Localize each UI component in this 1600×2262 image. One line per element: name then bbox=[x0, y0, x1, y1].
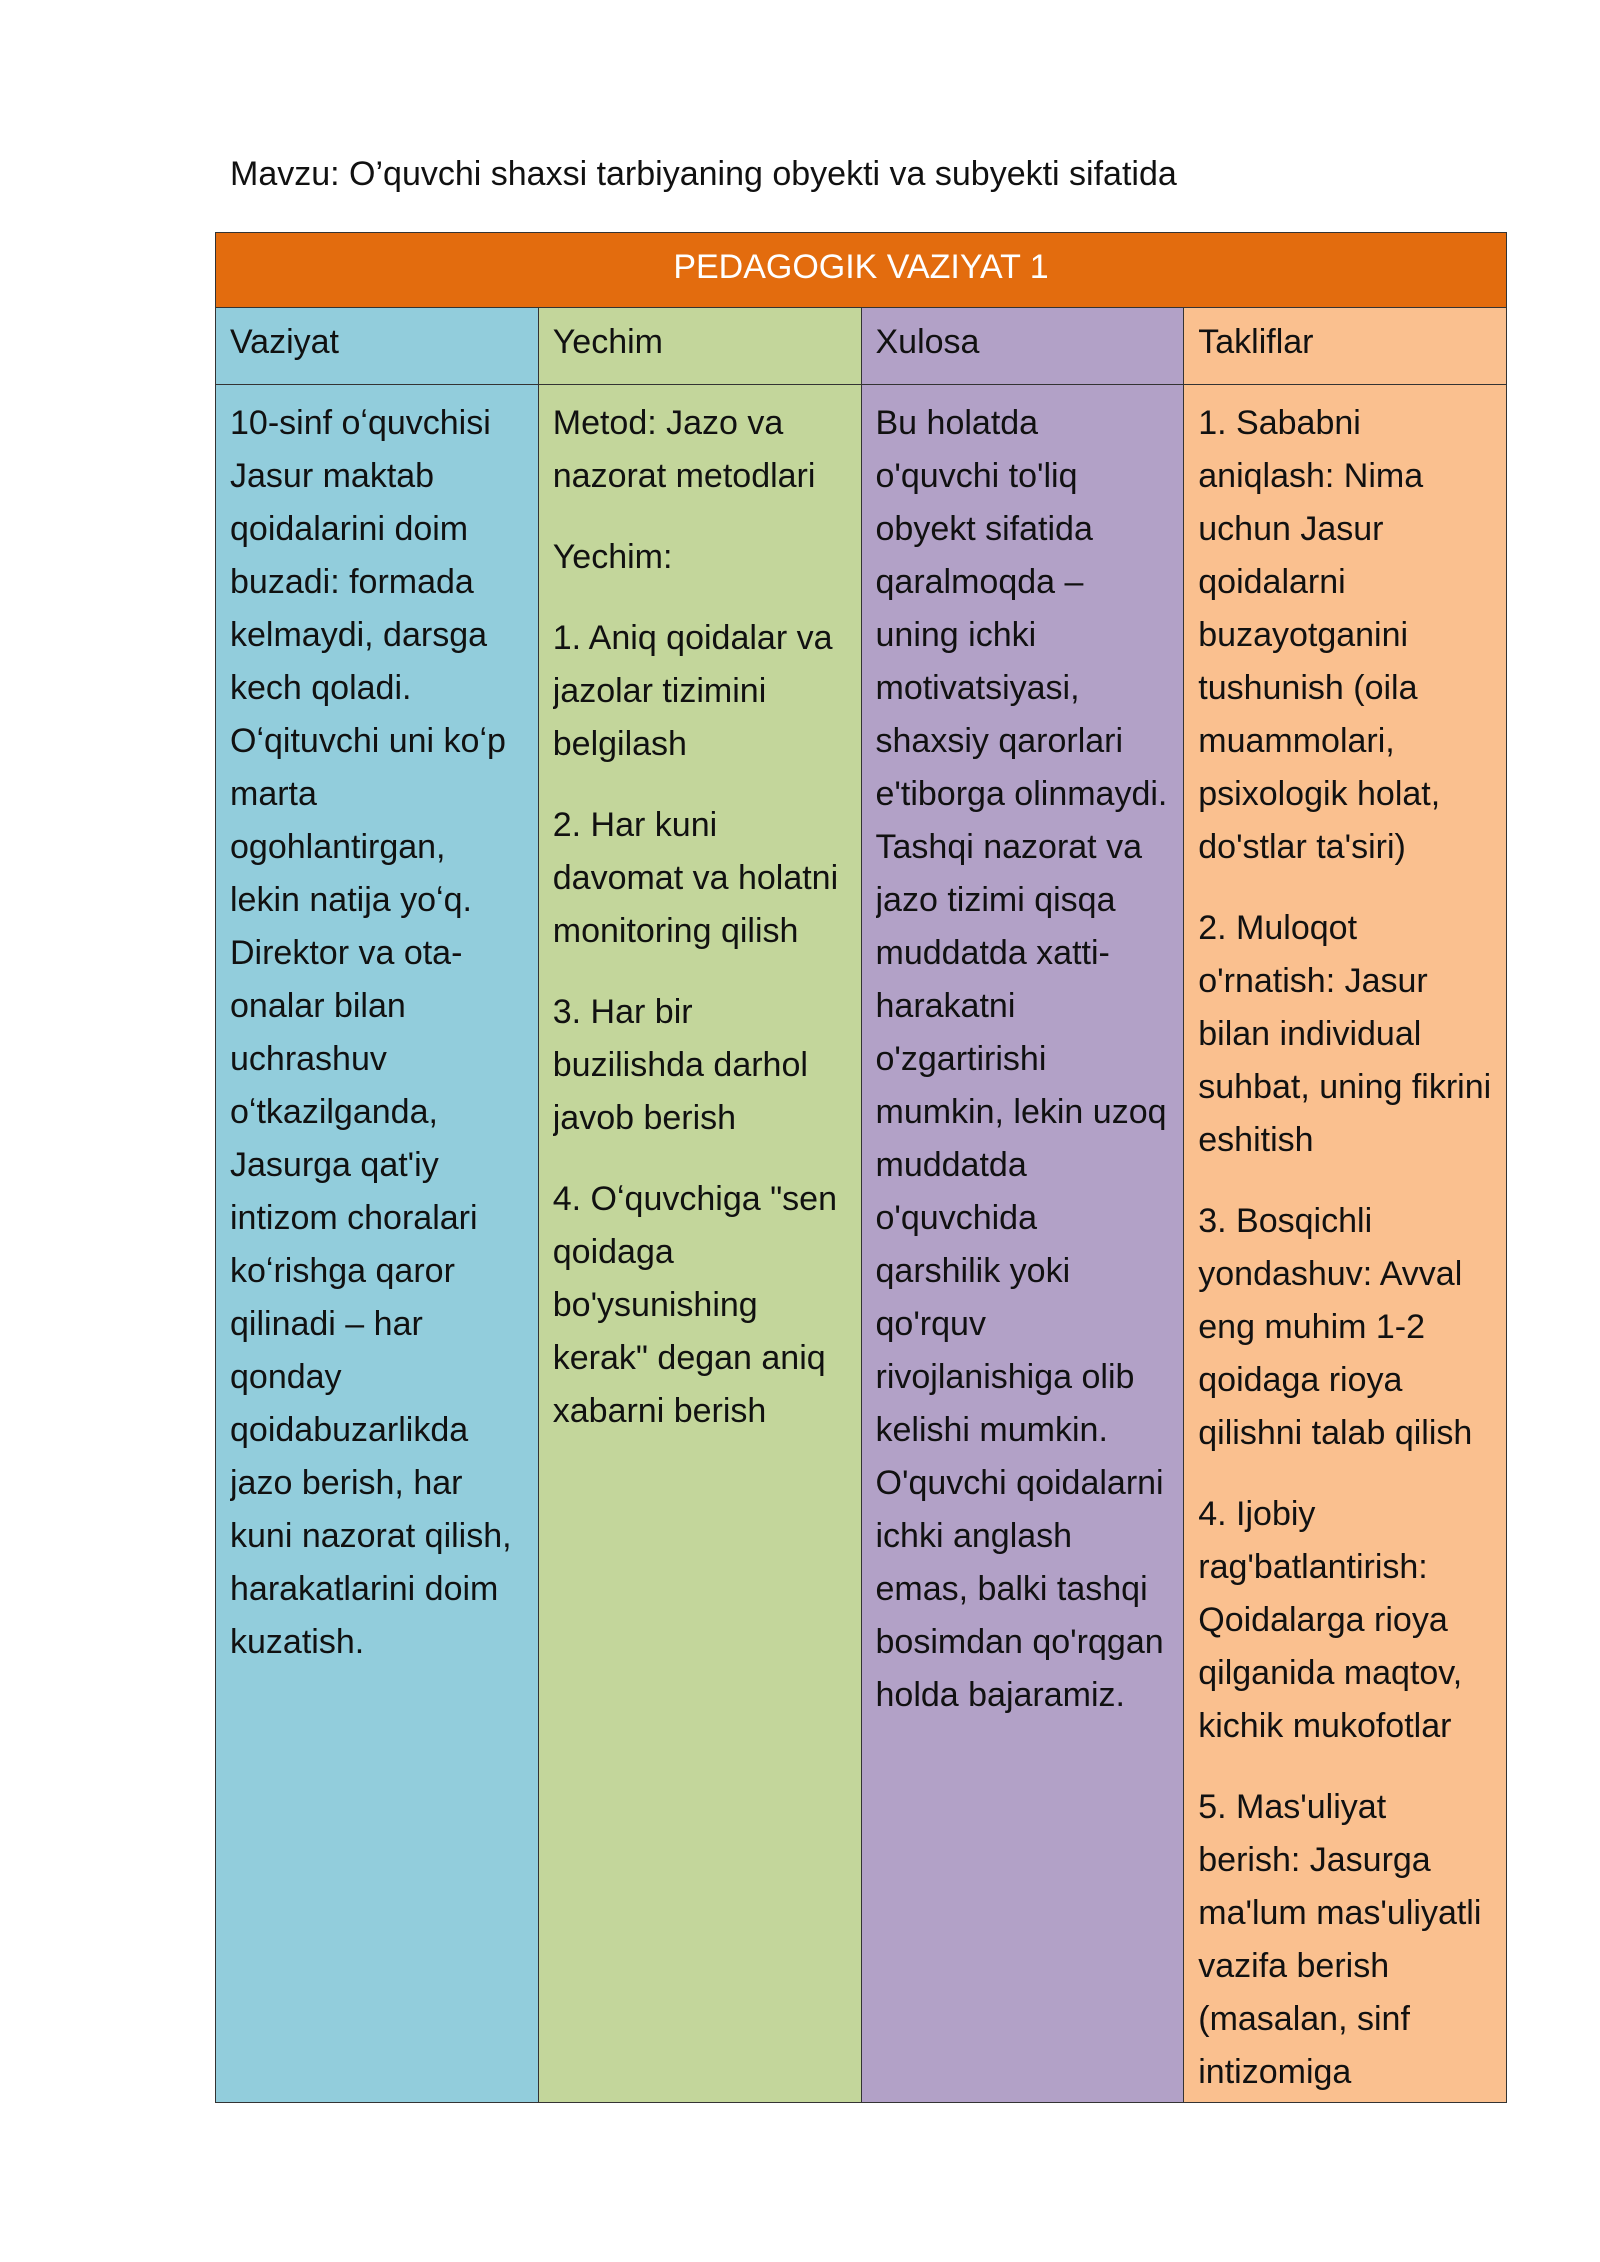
cell-xulosa bbox=[861, 385, 1184, 2103]
header-yechim: Yechim bbox=[538, 308, 861, 385]
header-vaziyat: Vaziyat bbox=[216, 308, 539, 385]
taklif-4: 4. Ijobiy rag'batlantirish: Qoidalarga rioya qilganida maqtov, kichik mukofotlar bbox=[1198, 1495, 1463, 1745]
pedagogical-situation-table bbox=[215, 232, 1507, 2103]
cell-takliflar bbox=[1184, 385, 1507, 2103]
taklif-3: 3. Bosqichli yondashuv: Avval eng muhim 1-2 qoidaga rioya qilishni talab qilish bbox=[1198, 1202, 1473, 1452]
header-xulosa: Xulosa bbox=[861, 308, 1184, 385]
yechim-step-4: 4. Oʻquvchiga "sen qoidaga bo'ysunishing kerak" degan aniq xabarni berish bbox=[552, 1180, 837, 1430]
taklif-1: 1. Sababni aniqlash: Nima uchun Jasur qoidalarni buzayotganini tushunish (oila muammolari, psixologik holat, do'stlar ta'siri) bbox=[1198, 404, 1441, 866]
yechim-step-2: 2. Har kuni davomat va holatni monitoring qilish bbox=[552, 806, 839, 950]
yechim-step-3: 3. Har bir buzilishda darhol javob berish bbox=[552, 993, 808, 1137]
yechim-label: Yechim: bbox=[552, 538, 673, 576]
yechim-step-1: 1. Aniq qoidalar va jazolar tizimini belgilash bbox=[552, 619, 833, 763]
taklif-2: 2. Muloqot o'rnatish: Jasur bilan individual suhbat, uning fikrini eshitish bbox=[1198, 909, 1492, 1159]
table-banner: PEDAGOGIK VAZIYAT 1 bbox=[216, 233, 1507, 308]
cell-vaziyat bbox=[216, 385, 539, 2103]
taklif-5: 5. Mas'uliyat berish: Jasurga ma'lum mas'uliyatli vazifa berish (masalan, sinf intizomiga bbox=[1198, 1788, 1482, 2091]
vaziyat-paragraph: 10-sinf oʻquvchisi Jasur maktab qoidalarini doim buzadi: formada kelmaydi, darsga kech qoladi. Oʻqituvchi uni koʻp marta ogohlantirgan, lekin natija yoʻq. Direktor va ota-onalar bilan uchrashuv oʻtkazilganda, Jasurga qat'iy intizom choralari koʻrishga qaror qilinadi – har qonday qoidabuzarlikda jazo berish, har kuni nazorat qilish, harakatlarini doim kuzatish. bbox=[230, 404, 512, 1661]
cell-yechim bbox=[538, 385, 861, 2103]
yechim-method: Metod: Jazo va nazorat metodlari bbox=[552, 404, 816, 495]
document-title: Mavzu: O’quvchi shaxsi tarbiyaning obyekti va subyekti sifatida bbox=[230, 155, 1177, 193]
xulosa-paragraph: Bu holatda o'quvchi to'liq obyekt sifatida qaralmoqda – uning ichki motivatsiyasi, shaxsiy qarorlari e'tiborga olinmaydi. Tashqi nazorat va jazo tizimi qisqa muddatda xatti-harakatni o'zgartirishi mumkin, lekin uzoq muddatda o'quvchida qarshilik yoki qo'rquv rivojlanishiga olib kelishi mumkin. O'quvchi qoidalarni ichki anglash emas, balki tashqi bosimdan qo'rqgan holda bajaramiz. bbox=[875, 404, 1168, 1714]
header-takliflar: Takliflar bbox=[1184, 308, 1507, 385]
